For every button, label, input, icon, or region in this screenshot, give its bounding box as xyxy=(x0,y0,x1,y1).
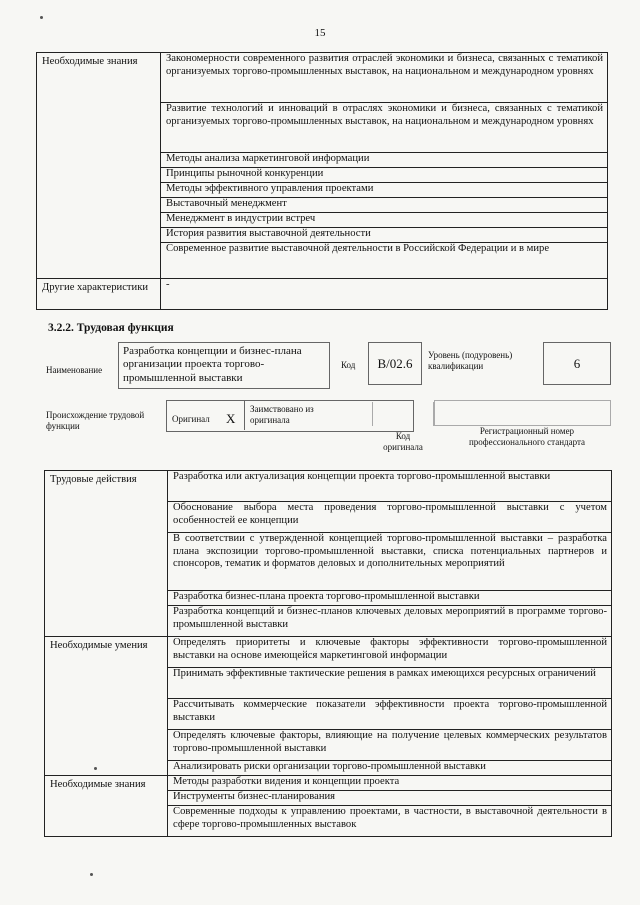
label-knowledge: Необходимые знания xyxy=(37,53,161,279)
function-table xyxy=(44,470,612,837)
list-item: Принимать эффективные тактические решения в рамках имеющихся ресурсных ограничений xyxy=(168,668,612,699)
list-item: Выставочный менеджмент xyxy=(161,198,608,213)
code-box xyxy=(368,342,422,385)
list-item: Принципы рыночной конкуренции xyxy=(161,168,608,183)
borrowed-label: Заимствовано из оригинала xyxy=(250,404,314,425)
origin-code-cell xyxy=(372,402,434,426)
list-item: Разработка или актуализация концепции проекта торгово-промышленной выставки xyxy=(168,471,612,502)
table-row xyxy=(45,637,612,668)
origin-divider xyxy=(244,400,245,430)
scan-speck xyxy=(90,873,93,876)
reg-number-caption: Регистрационный номер профессионального стандарта xyxy=(468,426,586,447)
scan-speck xyxy=(40,16,43,19)
list-item: Методы анализа маркетинговой информации xyxy=(161,153,608,168)
scan-speck xyxy=(94,767,97,770)
page-number: 15 xyxy=(314,27,326,39)
original-mark: X xyxy=(226,411,236,426)
list-item: История развития выставочной деятельности xyxy=(161,228,608,243)
list-item: Анализировать риски организации торгово-промышленной выставки xyxy=(168,761,612,776)
label-skills: Необходимые умения xyxy=(45,637,168,776)
list-item: Методы эффективного управления проектами xyxy=(161,183,608,198)
label-other: Другие характеристики xyxy=(37,279,161,310)
code-value: B/02.6 xyxy=(377,355,413,371)
list-item: Разработка бизнес-плана проекта торгово-промышленной выставки xyxy=(168,591,612,606)
list-item: Методы разработки видения и концепции проекта xyxy=(168,776,612,791)
code-label: Код xyxy=(341,360,356,370)
list-item: Закономерности современного развития отраслей экономики и бизнеса, связанных с тематикой организуемых торгово-промышленных выставок, на национальном и международном уровнях xyxy=(161,53,608,103)
name-box xyxy=(118,342,330,389)
list-item: Обоснование выбора места проведения торгово-промышленной выставки с учетом особенностей ее концепции xyxy=(168,502,612,533)
list-item: Рассчитывать коммерческие показатели эффективности проекта торгово-промышленной выставки xyxy=(168,699,612,730)
list-item: Развитие технологий и инноваций в отраслях экономики и бизнеса, связанных с тематикой организуемых торгово-промышленных выставок, на национальном и международном уровнях xyxy=(161,103,608,153)
list-item: Разработка концепций и бизнес-планов ключевых деловых мероприятий в программе торгово-промышленной выставки xyxy=(168,606,612,637)
table-row xyxy=(45,471,612,502)
level-box xyxy=(543,342,611,385)
list-item: Современное развитие выставочной деятельности в Российской Федерации и в мире xyxy=(161,243,608,279)
list-item: В соответствии с утвержденной концепцией торгово-промышленной выставки – разработка плана экспозиции торгово-промышленной выставки, списка потенциальных партнеров и спонсоров, тематик и форматов деловых и дополнительных мероприятий xyxy=(168,533,612,591)
level-value: 6 xyxy=(573,355,581,371)
other-value: - xyxy=(161,279,608,310)
table-row xyxy=(37,279,608,310)
list-item: Определять приоритеты и ключевые факторы эффективности торгово-промышленной выставки на основе имеющейся маркетинговой информации xyxy=(168,637,612,668)
function-name: Разработка концепции и бизнес-плана организации проекта торгово-промышленной выставки xyxy=(123,345,302,384)
list-item: Определять ключевые факторы, влияющие на получение целевых коммерческих результатов торгово-промышленной выставки xyxy=(168,730,612,761)
list-item: Инструменты бизнес-планирования xyxy=(168,791,612,806)
section-title: 3.2.2. Трудовая функция xyxy=(48,322,174,334)
table-row xyxy=(37,53,608,103)
label-actions: Трудовые действия xyxy=(45,471,168,637)
list-item: Менеджмент в индустрии встреч xyxy=(161,213,608,228)
orig-code-caption: Код оригинала xyxy=(383,431,423,452)
name-label: Наименование xyxy=(46,365,103,375)
table-row xyxy=(45,776,612,791)
origin-label: Происхождение трудовой функции xyxy=(46,410,145,431)
level-label: Уровень (подуровень) квалификации xyxy=(428,350,513,371)
label-knowledge: Необходимые знания xyxy=(45,776,168,837)
knowledge-table-top xyxy=(36,52,608,310)
original-label: Оригинал xyxy=(172,414,210,424)
list-item: Современные подходы к управлению проектами, в частности, в выставочной деятельности в сфере торгово-промышленных выставок xyxy=(168,806,612,837)
reg-number-cell xyxy=(434,400,611,426)
